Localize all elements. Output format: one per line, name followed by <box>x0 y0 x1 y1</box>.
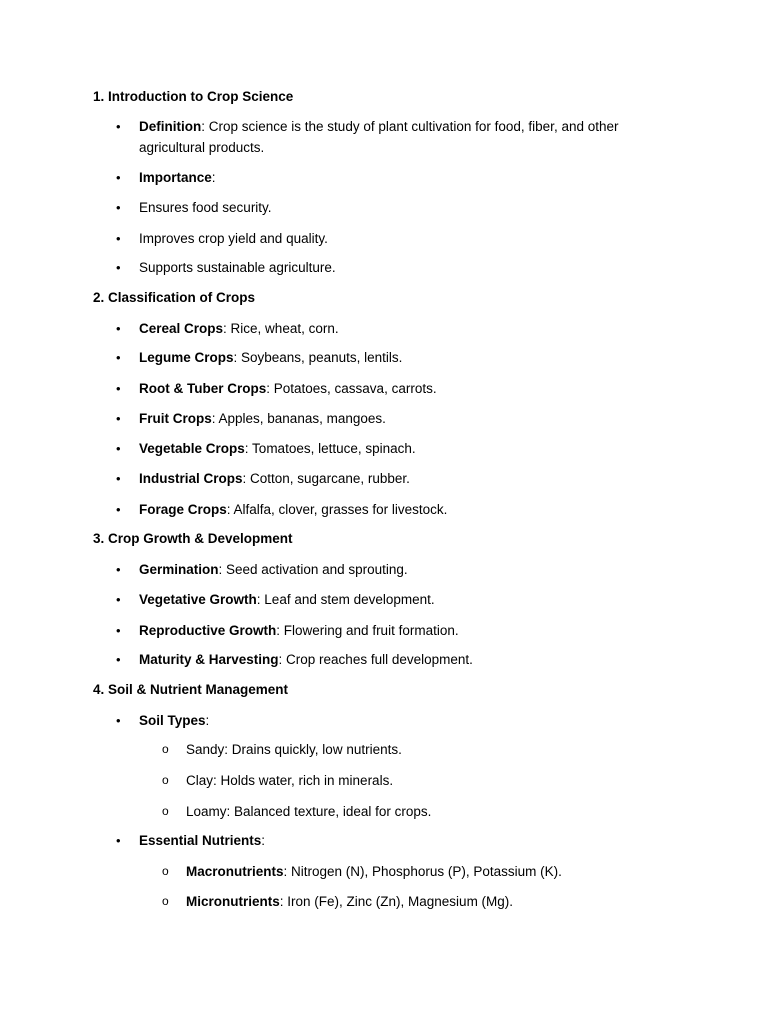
list-item-text: : Potatoes, cassava, carrots. <box>266 381 437 396</box>
bullet-icon: • <box>116 592 121 607</box>
bullet-icon: • <box>116 411 121 426</box>
list-item-term: Germination <box>139 562 219 577</box>
list-item <box>116 347 403 368</box>
bullet-icon: • <box>116 381 121 396</box>
bullet-icon: • <box>116 231 121 246</box>
list-item-text: : Alfalfa, clover, grasses for livestock. <box>226 502 448 517</box>
text-definition: : Crop science is the study of plant cultivation for food, fiber, and other agricultural products. <box>139 119 619 155</box>
list-item <box>116 197 272 218</box>
sub-list-item <box>162 770 394 791</box>
circle-bullet-icon: o <box>162 864 169 878</box>
sub-list-item-text: Clay: Holds water, rich in minerals. <box>186 773 394 788</box>
list-item-term: Fruit Crops <box>139 411 212 426</box>
bullet-icon: • <box>116 652 121 667</box>
list-item <box>116 438 416 459</box>
text-importance: : <box>211 170 216 185</box>
list-item-term: Industrial Crops <box>139 471 243 486</box>
list-item-soil-types <box>116 710 210 731</box>
list-item <box>116 378 437 399</box>
bullet-icon: • <box>116 441 121 456</box>
list-item <box>116 257 336 278</box>
sub-list-item <box>162 739 402 760</box>
sub-list-item-term: Micronutrients <box>186 894 280 909</box>
list-item-text: : Leaf and stem development. <box>256 592 435 607</box>
list-item-text: : Cotton, sugarcane, rubber. <box>242 471 410 486</box>
bullet-icon: • <box>116 350 121 365</box>
list-item <box>116 620 459 641</box>
bullet-icon: • <box>116 623 121 638</box>
sub-list-item-term: Macronutrients <box>186 864 284 879</box>
list-item <box>116 228 328 249</box>
list-item-text: : Tomatoes, lettuce, spinach. <box>244 441 416 456</box>
sub-list-item-text: : Iron (Fe), Zinc (Zn), Magnesium (Mg). <box>279 894 514 909</box>
sub-list-item <box>162 861 562 882</box>
list-item-text: Improves crop yield and quality. <box>139 231 328 246</box>
bullet-icon: • <box>116 502 121 517</box>
list-item-text: : Soybeans, peanuts, lentils. <box>233 350 403 365</box>
term-essential-nutrients: Essential Nutrients <box>139 833 262 848</box>
list-item-term: Cereal Crops <box>139 321 224 336</box>
list-item <box>116 318 339 339</box>
section-heading-soil: 4. Soil & Nutrient Management <box>93 682 289 697</box>
list-item-term: Vegetable Crops <box>139 441 245 456</box>
term-importance: Importance <box>139 170 212 185</box>
term-soil-types: Soil Types <box>139 713 206 728</box>
circle-bullet-icon: o <box>162 804 169 818</box>
list-item-text: : Rice, wheat, corn. <box>223 321 339 336</box>
section-heading-classification: 2. Classification of Crops <box>93 290 256 305</box>
sub-list-item <box>162 891 514 912</box>
term-definition: Definition <box>139 119 202 134</box>
circle-bullet-icon: o <box>162 773 169 787</box>
list-item-term: Vegetative Growth <box>139 592 257 607</box>
list-item-essential-nutrients <box>116 830 266 851</box>
list-item <box>116 408 386 429</box>
bullet-icon: • <box>116 562 121 577</box>
bullet-icon: • <box>116 833 121 848</box>
sub-list-item-text: : Nitrogen (N), Phosphorus (P), Potassium (K). <box>283 864 562 879</box>
list-item <box>116 499 448 520</box>
list-item-text: Ensures food security. <box>139 200 272 215</box>
circle-bullet-icon: o <box>162 894 169 908</box>
list-item-term: Legume Crops <box>139 350 234 365</box>
list-item-importance <box>116 167 216 188</box>
text-soil-types: : <box>205 713 210 728</box>
list-item-text: : Apples, bananas, mangoes. <box>211 411 386 426</box>
section-heading-intro: 1. Introduction to Crop Science <box>93 89 294 104</box>
section-heading-growth: 3. Crop Growth & Development <box>93 531 293 546</box>
bullet-icon: • <box>116 170 121 185</box>
list-item-term: Reproductive Growth <box>139 623 277 638</box>
list-item-text: : Flowering and fruit formation. <box>276 623 459 638</box>
list-item-definition <box>116 116 659 158</box>
sub-list-item-text: Loamy: Balanced texture, ideal for crops. <box>186 804 432 819</box>
list-item <box>116 559 408 580</box>
sub-list-item <box>162 801 432 822</box>
list-item-text: : Crop reaches full development. <box>278 652 473 667</box>
bullet-icon: • <box>116 260 121 275</box>
list-item-text: Supports sustainable agriculture. <box>139 260 336 275</box>
bullet-icon: • <box>116 321 121 336</box>
list-item <box>116 589 435 610</box>
text-essential-nutrients: : <box>261 833 266 848</box>
list-item-term: Root & Tuber Crops <box>139 381 267 396</box>
list-item <box>116 468 410 489</box>
circle-bullet-icon: o <box>162 742 169 756</box>
bullet-icon: • <box>116 713 121 728</box>
bullet-icon: • <box>116 200 121 215</box>
list-item-term: Forage Crops <box>139 502 227 517</box>
list-item <box>116 649 473 670</box>
sub-list-item-text: Sandy: Drains quickly, low nutrients. <box>186 742 402 757</box>
list-item-text: : Seed activation and sprouting. <box>218 562 408 577</box>
bullet-icon: • <box>116 119 121 134</box>
bullet-icon: • <box>116 471 121 486</box>
list-item-term: Maturity & Harvesting <box>139 652 279 667</box>
